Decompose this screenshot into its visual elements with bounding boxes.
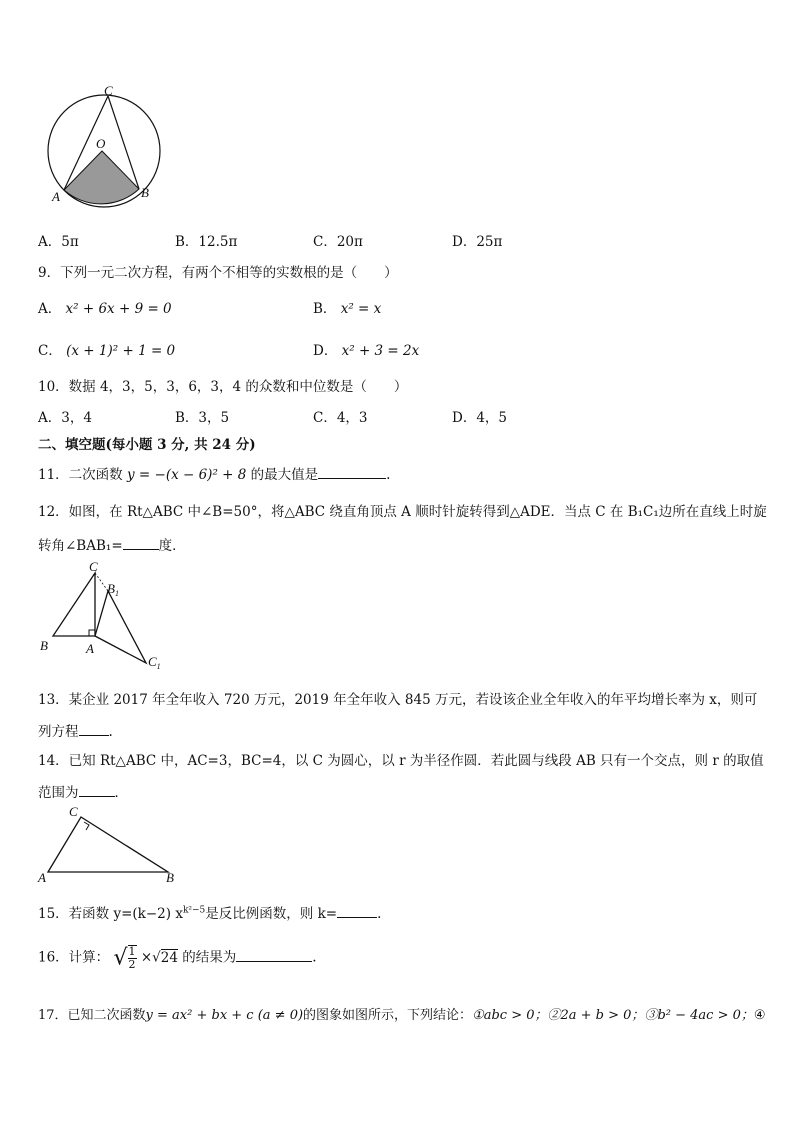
q12-answer-blank[interactable] xyxy=(123,537,159,550)
q10-option-b: B．3，5 xyxy=(175,410,230,426)
label-a: A xyxy=(52,189,60,204)
q10-option-a: A．3，4 xyxy=(38,410,92,426)
q9-d-expr: x² + 3 = 2x xyxy=(341,343,420,359)
q11-end: . xyxy=(386,467,391,483)
label-b: B xyxy=(141,185,149,200)
q13-line2-prefix: 列方程 xyxy=(38,724,79,740)
q14-triangle-figure xyxy=(36,800,186,888)
q16: 16．计算： √ $\frac{1}{2}$ ×√24 的结果为 . xyxy=(38,945,317,971)
label-o: O xyxy=(96,136,106,151)
q8-option-d: D．25π xyxy=(452,234,503,250)
q9-b-expr: x² = x xyxy=(340,301,382,317)
q17 xyxy=(38,1004,766,1023)
q10-option-d: D．4，5 xyxy=(452,410,508,426)
q16-suffix: 的结果为 xyxy=(182,949,237,966)
q9-d-label: D． xyxy=(313,343,338,359)
q9-c-expr: (x + 1)² + 1 = 0 xyxy=(66,343,176,359)
q8-option-a: A．5π xyxy=(38,234,79,250)
q14-line2-prefix: 范围为 xyxy=(38,785,79,801)
q14-answer-blank[interactable] xyxy=(79,784,115,797)
q13-line2 xyxy=(38,720,113,740)
q10-option-c: C．4，3 xyxy=(313,410,368,426)
q11-suffix: 的最大值是 xyxy=(250,467,319,483)
sqrt-fraction: √ $\frac{1}{2}$ xyxy=(113,945,136,971)
triangle-abc xyxy=(48,817,168,872)
label-b: B xyxy=(166,870,174,885)
q12-line2-suffix: 度． xyxy=(158,538,186,554)
q16-denominator: 2 xyxy=(128,958,136,971)
q15 xyxy=(38,902,381,922)
q9-option-c xyxy=(38,339,175,359)
q16-times: × xyxy=(140,949,153,966)
right-angle-mark xyxy=(89,630,95,636)
label-c: C xyxy=(89,560,98,574)
q17-c2: ②2a + b > 0； xyxy=(547,1008,645,1023)
q8-option-c: C．20π xyxy=(313,234,363,250)
q15-exponent: k²−5 xyxy=(182,905,206,916)
q14-line2-suffix: ． xyxy=(114,785,128,801)
label-b1: $B_1$ xyxy=(107,581,119,598)
q15-answer-blank[interactable] xyxy=(337,905,377,918)
q12-triangle-figure xyxy=(36,560,171,672)
q16-numerator: 1 xyxy=(128,945,136,958)
q12-line2-prefix: 转角∠BAB₁= xyxy=(38,538,123,554)
q16-end: . xyxy=(312,949,317,966)
label-c: C xyxy=(104,85,113,98)
triangle-ab1c1 xyxy=(95,591,146,663)
triangle-abc xyxy=(53,573,95,636)
shaded-sector xyxy=(64,151,139,204)
q13-line1: 13．某企业 2017 年全年收入 720 万元，2019 年全年收入 845 万元，若设该企业全年收入的年平均增长率为 x，则可 xyxy=(38,692,758,708)
q9-a-label: A． xyxy=(38,301,62,317)
q16-radicand: 24 xyxy=(160,949,178,966)
label-c1: $C_1$ xyxy=(148,654,161,671)
q13-answer-blank[interactable] xyxy=(79,723,109,736)
label-b: B xyxy=(40,638,48,653)
q17-mid: 的图象如图所示，下列结论： xyxy=(303,1008,473,1023)
q9-option-a xyxy=(38,297,172,317)
q14-line2 xyxy=(38,781,128,801)
q9-b-label: B． xyxy=(313,301,337,317)
q12-line1: 12．如图，在 Rt△ABC 中∠B=50°，将△ABC 绕直角顶点 A 顺时针旋转得到△ADE．当点 C 在 B₁C₁边所在直线上时旋 xyxy=(38,504,767,520)
q11-prefix: 11．二次函数 xyxy=(38,467,123,483)
label-a: A xyxy=(38,870,46,885)
label-a: A xyxy=(86,641,94,656)
q17-c3: ③b² − 4ac > 0； xyxy=(644,1008,754,1023)
q9-option-d xyxy=(313,339,419,359)
q13-line2-suffix: . xyxy=(108,724,113,740)
q11 xyxy=(38,463,390,483)
label-c: C xyxy=(69,804,78,819)
q14-line1: 14．已知 Rt△ABC 中，AC=3，BC=4，以 C 为圆心，以 r 为半径作圆．若此圆与线段 AB 只有一个交点，则 r 的取值 xyxy=(38,753,764,769)
q16-prefix: 16．计算： xyxy=(38,949,110,966)
right-angle-mark xyxy=(84,822,89,830)
q9-stem: 9．下列一元二次方程，有两个不相等的实数根的是（ ） xyxy=(38,265,398,281)
q9-c-label: C． xyxy=(38,343,62,359)
q17-c1: ①abc > 0； xyxy=(472,1008,548,1023)
section-2-title: 二、填空题(每小题 3 分, 共 24 分) xyxy=(38,437,256,453)
q8-option-b: B．12.5π xyxy=(175,234,238,250)
q10-stem: 10．数据 4，3，5，3，6，3，4 的众数和中位数是（ ） xyxy=(38,379,408,395)
q9-option-b xyxy=(313,297,381,317)
q11-expr: y = −(x − 6)² + 8 xyxy=(126,467,247,483)
q17-c4: ④ xyxy=(753,1008,766,1023)
q11-answer-blank[interactable] xyxy=(318,466,386,479)
q16-answer-blank[interactable] xyxy=(236,949,312,962)
q17-func: y = ax² + bx + c (a ≠ 0) xyxy=(145,1008,304,1023)
q17-prefix: 17．已知二次函数 xyxy=(38,1008,146,1023)
q15-end: . xyxy=(377,906,382,922)
q15-prefix: 15．若函数 y=(k−2) x xyxy=(38,906,183,922)
q8-circle-figure xyxy=(40,85,170,210)
q12-line2 xyxy=(38,534,186,554)
q15-suffix: 是反比例函数，则 k= xyxy=(205,906,338,922)
q9-a-expr: x² + 6x + 9 = 0 xyxy=(65,301,172,317)
